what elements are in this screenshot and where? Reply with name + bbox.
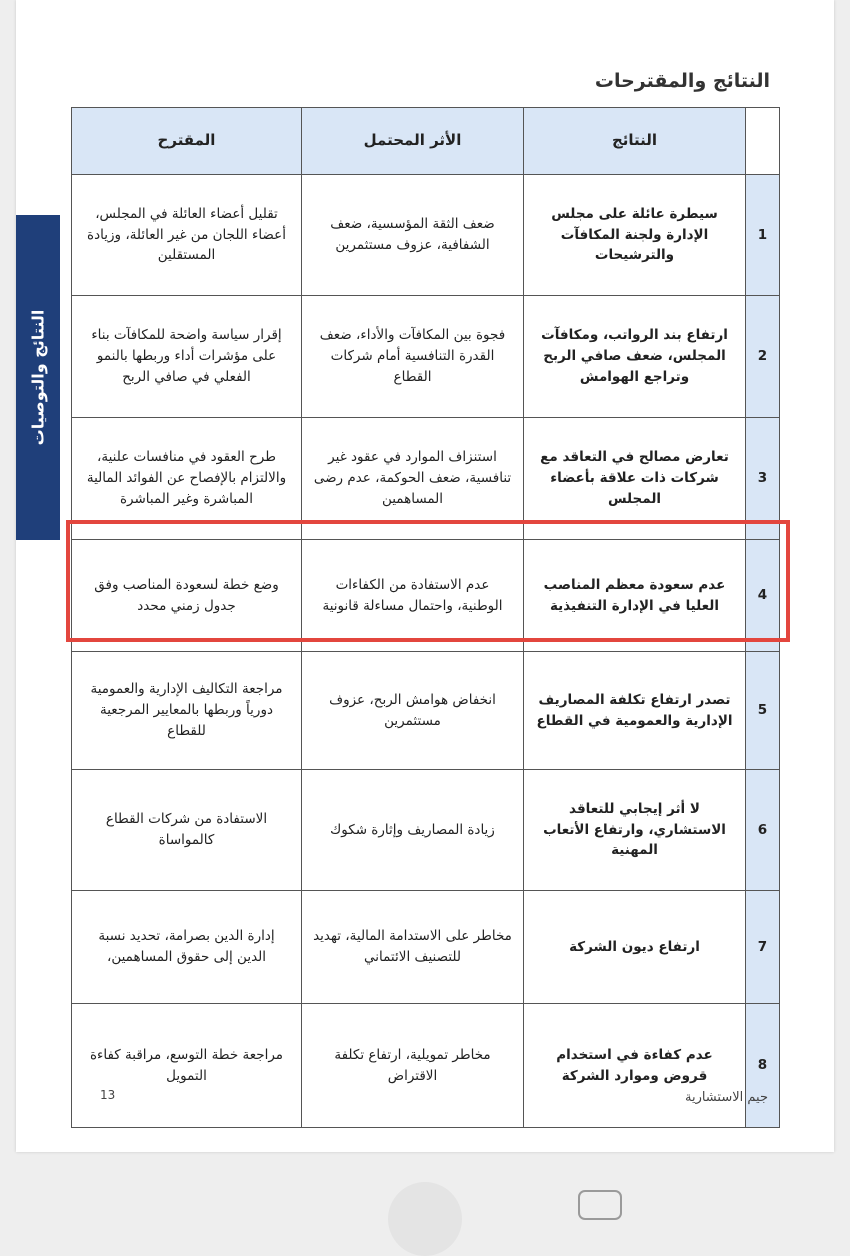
row-number: 5 bbox=[746, 652, 780, 770]
table-row bbox=[72, 652, 780, 770]
row-number: 7 bbox=[746, 891, 780, 1004]
table-row bbox=[72, 891, 780, 1004]
finding-cell: عدم سعودة معظم المناصب العليا في الإدارة التنفيذية bbox=[524, 540, 746, 652]
proposal-cell: الاستفادة من شركات القطاع كالمواساة bbox=[72, 770, 302, 891]
chapter-side-tab-label: النتائج والتوصيات bbox=[28, 309, 48, 446]
table-header-row bbox=[72, 108, 780, 175]
footer-brand: جيم الاستشارية bbox=[684, 1090, 768, 1105]
table-row bbox=[72, 296, 780, 418]
proposal-cell: تقليل أعضاء العائلة في المجلس، أعضاء اللجان من غير العائلة، وزيادة المستقلين bbox=[72, 175, 302, 296]
impact-cell: فجوة بين المكافآت والأداء، ضعف القدرة التنافسية أمام شركات القطاع bbox=[302, 296, 524, 418]
proposal-cell: وضع خطة لسعودة المناصب وفق جدول زمني محدد bbox=[72, 540, 302, 652]
page-number: 13 bbox=[100, 1088, 116, 1102]
finding-cell: لا أثر إيجابي للتعاقد الاستشاري، وارتفاع الأتعاب المهنية bbox=[524, 770, 746, 891]
finding-cell: عدم كفاءة في استخدام قروض وموارد الشركة bbox=[524, 1004, 746, 1128]
header-results: النتائج bbox=[524, 108, 746, 175]
finding-cell: ارتفاع ديون الشركة bbox=[524, 891, 746, 1004]
chapter-side-tab bbox=[16, 215, 60, 540]
row-number: 8 bbox=[746, 1004, 780, 1128]
impact-cell: زيادة المصاريف وإثارة شكوك bbox=[302, 770, 524, 891]
impact-cell: انخفاض هوامش الربح، عزوف مستثمرين bbox=[302, 652, 524, 770]
finding-cell: سيطرة عائلة على مجلس الإدارة ولجنة المكافآت والترشيحات bbox=[524, 175, 746, 296]
impact-cell: مخاطر على الاستدامة المالية، تهديد للتصنيف الائتماني bbox=[302, 891, 524, 1004]
row-number: 2 bbox=[746, 296, 780, 418]
row-number: 6 bbox=[746, 770, 780, 891]
impact-cell: عدم الاستفادة من الكفاءات الوطنية، واحتمال مساءلة قانونية bbox=[302, 540, 524, 652]
header-impact: الأثر المحتمل bbox=[302, 108, 524, 175]
finding-cell: ارتفاع بند الرواتب، ومكافآت المجلس، ضعف صافي الربح وتراجع الهوامش bbox=[524, 296, 746, 418]
table-row bbox=[72, 770, 780, 891]
header-number bbox=[746, 108, 780, 175]
header-proposal: المقترح bbox=[72, 108, 302, 175]
proposal-cell: طرح العقود في منافسات علنية، والالتزام بالإفصاح عن الفوائد المالية المباشرة وغير المباشرة bbox=[72, 418, 302, 540]
table-row bbox=[72, 175, 780, 296]
row-number: 4 bbox=[746, 540, 780, 652]
table-row bbox=[72, 418, 780, 540]
impact-cell: استنزاف الموارد في عقود غير تنافسية، ضعف الحوكمة، عدم رضى المساهمين bbox=[302, 418, 524, 540]
proposal-cell: إقرار سياسة واضحة للمكافآت بناء على مؤشرات أداء وربطها بالنمو الفعلي في صافي الربح bbox=[72, 296, 302, 418]
viewer-tabs-icon[interactable] bbox=[578, 1190, 622, 1220]
finding-cell: تصدر ارتفاع تكلفة المصاريف الإدارية والعمومية في القطاع bbox=[524, 652, 746, 770]
table-row bbox=[72, 1004, 780, 1128]
proposal-cell: مراجعة التكاليف الإدارية والعمومية دورياً وربطها بالمعايير المرجعية للقطاع bbox=[72, 652, 302, 770]
results-table bbox=[71, 107, 780, 1128]
section-title: النتائج والمقترحات bbox=[594, 70, 770, 92]
finding-cell: تعارض مصالح في التعاقد مع شركات ذات علاقة بأعضاء المجلس bbox=[524, 418, 746, 540]
viewer-circle-button[interactable] bbox=[388, 1182, 462, 1256]
proposal-cell: مراجعة خطة التوسع، مراقبة كفاءة التمويل bbox=[72, 1004, 302, 1128]
table-row-highlighted bbox=[72, 540, 780, 652]
proposal-cell: إدارة الدين بصرامة، تحديد نسبة الدين إلى حقوق المساهمين، bbox=[72, 891, 302, 1004]
impact-cell: مخاطر تمويلية، ارتفاع تكلفة الاقتراض bbox=[302, 1004, 524, 1128]
row-number: 3 bbox=[746, 418, 780, 540]
impact-cell: ضعف الثقة المؤسسية، ضعف الشفافية، عزوف مستثمرين bbox=[302, 175, 524, 296]
row-number: 1 bbox=[746, 175, 780, 296]
